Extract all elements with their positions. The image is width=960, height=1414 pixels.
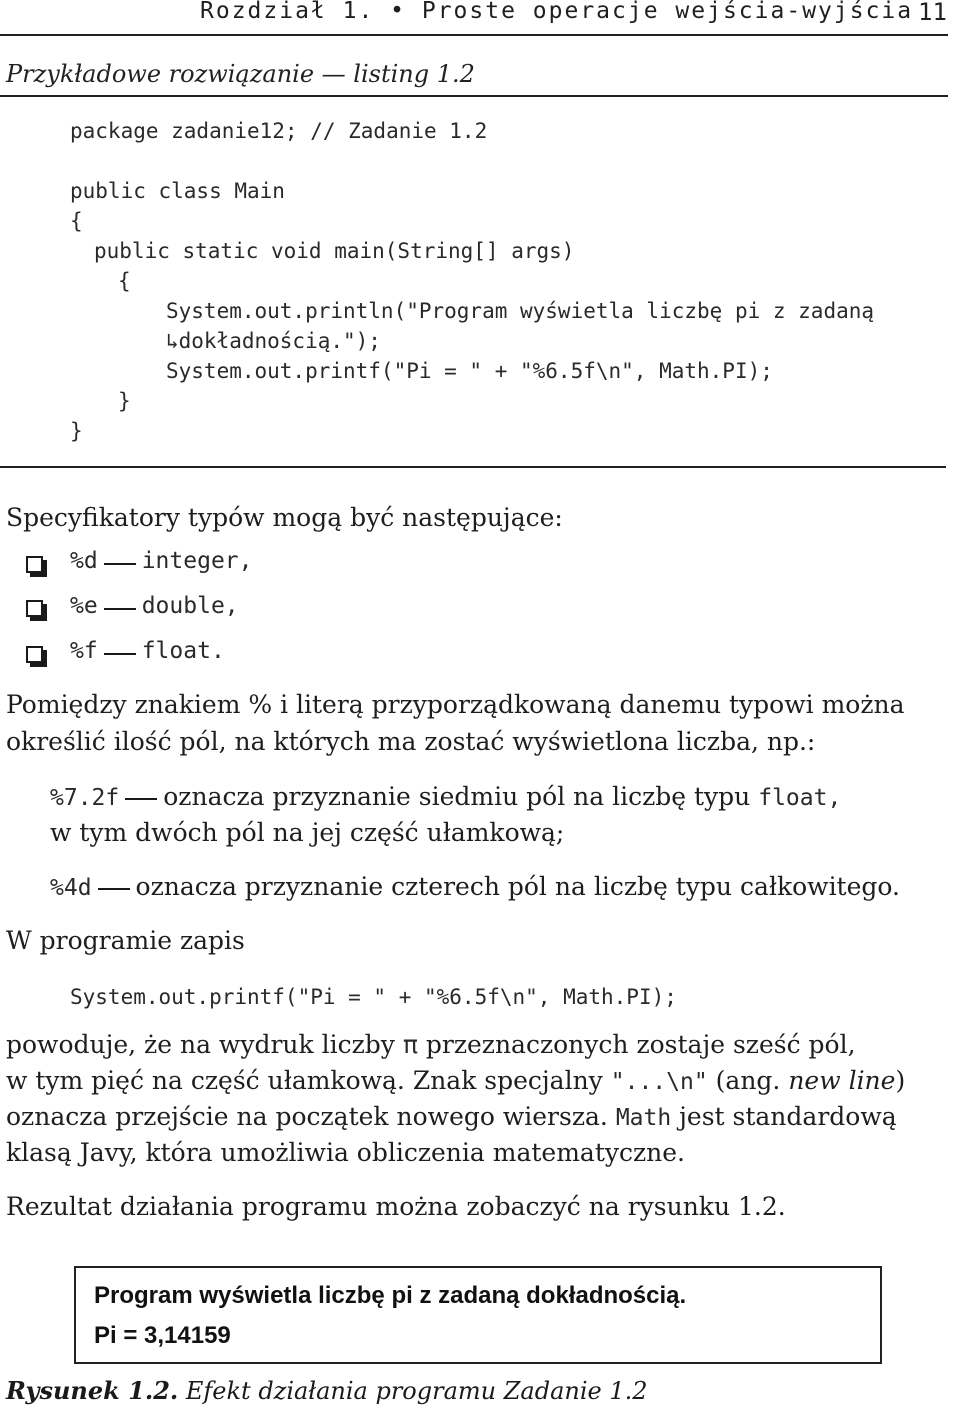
specifier-item bbox=[70, 638, 225, 664]
checkbox-bullet-icon bbox=[26, 556, 43, 573]
specifier-item bbox=[70, 593, 239, 619]
page-number: 11 bbox=[918, 0, 947, 26]
code-line-println-cont: ↳dokładnością."); bbox=[166, 329, 381, 353]
program-intro: W programie zapis bbox=[6, 926, 245, 955]
example-code: %7.2f bbox=[50, 785, 120, 811]
listing-title: Przykładowe rozwiązanie — listing 1.2 bbox=[6, 60, 475, 88]
checkbox-bullet-icon bbox=[26, 600, 43, 617]
paragraph2-text: ) bbox=[895, 1066, 906, 1095]
math-code: Math bbox=[615, 1105, 672, 1131]
example-7-2f bbox=[50, 782, 841, 811]
paragraph2-line4: klasą Javy, która umożliwia obliczenia matematyczne. bbox=[6, 1138, 686, 1167]
output-line1: Program wyświetla liczbę pi z zadaną dokładnością. bbox=[94, 1282, 687, 1309]
code-line-main-open: { bbox=[118, 269, 131, 293]
code-line-class-close: } bbox=[70, 419, 83, 443]
specifier-code: %f bbox=[70, 638, 98, 664]
paragraph2-text: przeznaczonych zostaje sześć pól, bbox=[425, 1030, 856, 1059]
specifiers-intro: Specyfikatory typów mogą być następujące: bbox=[6, 503, 563, 532]
program-output-figure bbox=[74, 1266, 882, 1364]
example-4d bbox=[50, 872, 900, 901]
output-line2: Pi = 3,14159 bbox=[94, 1322, 231, 1349]
paragraph2-text: jest standardową bbox=[679, 1102, 897, 1131]
paragraph2-text: (ang. bbox=[715, 1066, 781, 1095]
listing-top-rule bbox=[0, 95, 948, 97]
header-rule bbox=[0, 34, 948, 36]
code-line-package: package zadanie12; // Zadanie 1.2 bbox=[70, 119, 488, 143]
code-line-main-close: } bbox=[118, 389, 131, 413]
code-line-println: System.out.println("Program wyświetla liczbę pi z zadaną bbox=[166, 299, 875, 323]
example-inline-code: float, bbox=[758, 785, 842, 811]
paragraph2-italic: new line bbox=[788, 1066, 896, 1095]
pi-symbol: π bbox=[402, 1030, 418, 1059]
em-dash bbox=[104, 563, 136, 565]
specifier-code: %e bbox=[70, 593, 98, 619]
em-dash bbox=[104, 653, 136, 655]
paragraph2-line3 bbox=[6, 1102, 897, 1131]
paragraph2-line1 bbox=[6, 1030, 856, 1059]
em-dash bbox=[104, 608, 136, 610]
paragraph1-line2: określić ilość pól, na których ma zostać wyświetlona liczba, np.: bbox=[6, 727, 816, 756]
program-code-line: System.out.printf("Pi = " + "%6.5f\n", Math.PI); bbox=[70, 985, 677, 1009]
listing-bottom-rule bbox=[0, 466, 946, 468]
newline-code: "...\n" bbox=[610, 1069, 708, 1095]
chapter-header: Rozdział 1. • Proste operacje wejścia-wyjścia bbox=[200, 0, 914, 24]
paragraph1-line1: Pomiędzy znakiem % i literą przyporządkowaną danemu typowi można bbox=[6, 690, 905, 719]
paragraph2-text: powoduje, że na wydruk liczby bbox=[6, 1030, 395, 1059]
checkbox-bullet-icon bbox=[26, 646, 43, 663]
paragraph2-line2 bbox=[6, 1066, 905, 1095]
specifier-item bbox=[70, 548, 252, 574]
specifier-type: double, bbox=[141, 593, 239, 619]
code-line-main: public static void main(String[] args) bbox=[94, 239, 575, 263]
example-text: oznacza przyznanie siedmiu pól na liczbę typu bbox=[163, 782, 751, 811]
caption-label: Rysunek 1.2. bbox=[6, 1376, 179, 1405]
example-text: oznacza przyznanie czterech pól na liczbę typu całkowitego. bbox=[135, 872, 900, 901]
figure-caption bbox=[6, 1376, 648, 1405]
code-line-open-brace: { bbox=[70, 209, 83, 233]
example-code: %4d bbox=[50, 875, 92, 901]
paragraph2-text: oznacza przejście na początek nowego wiersza. bbox=[6, 1102, 608, 1131]
result-text: Rezultat działania programu można zobaczyć na rysunku 1.2. bbox=[6, 1192, 786, 1221]
code-line-printf: System.out.printf("Pi = " + "%6.5f\n", Math.PI); bbox=[166, 359, 773, 383]
example-7-2f-line2: w tym dwóch pól na jej część ułamkową; bbox=[50, 818, 565, 847]
code-line-class: public class Main bbox=[70, 179, 285, 203]
specifier-type: integer, bbox=[141, 548, 253, 574]
specifier-code: %d bbox=[70, 548, 98, 574]
paragraph2-text: w tym pięć na część ułamkową. Znak specjalny bbox=[6, 1066, 603, 1095]
caption-text: Efekt działania programu Zadanie 1.2 bbox=[185, 1377, 648, 1405]
em-dash bbox=[98, 888, 130, 890]
specifier-type: float. bbox=[141, 638, 225, 664]
em-dash bbox=[125, 798, 157, 800]
